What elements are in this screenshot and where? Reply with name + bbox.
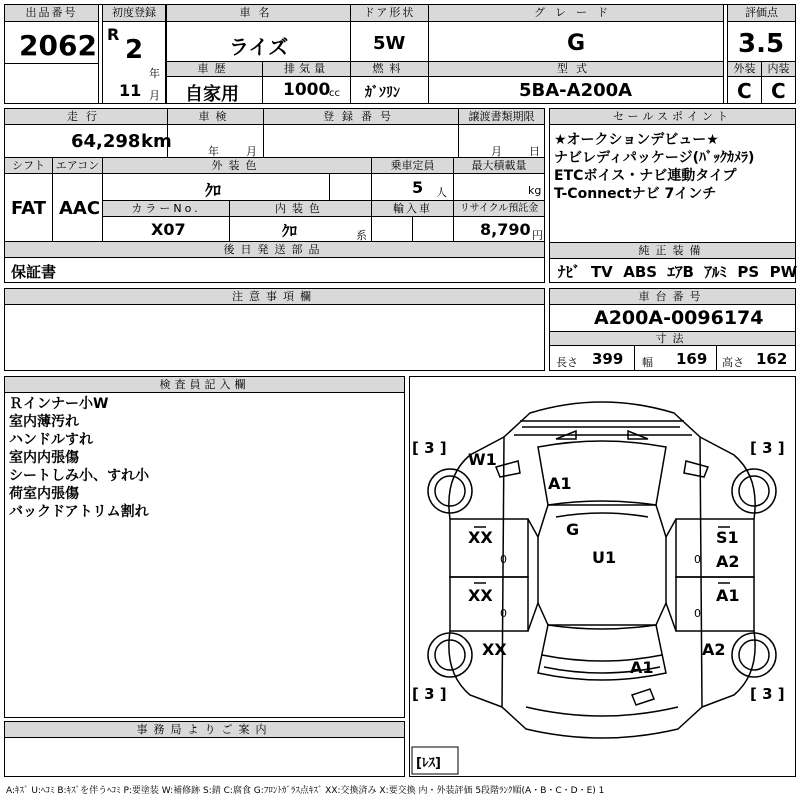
capacity-label: 乗車定員 [372,158,453,174]
mileage-label: 走行 [5,109,167,125]
capacity-unit: 人 [436,186,447,199]
list-item: ナビレディパッケージ(ﾊﾞｯｸｶﾒﾗ) [554,150,755,166]
list-item: ★オークションデビュー★ [554,132,719,148]
list-item: 室内内張傷 [9,450,79,466]
later-parts-value: 保証書 [11,263,57,281]
first-reg-box [102,4,166,104]
office-box [4,721,405,777]
damage-a1-rear-right: A1 [716,586,740,605]
max-load-unit: kg [528,184,542,197]
dims-height-value: 162 [756,350,788,368]
color-no-box [102,200,230,242]
damage-a2-quarter-right: A2 [702,640,726,659]
sales-points-list [554,131,754,203]
inspection-year-unit: 年 [208,145,219,158]
fuel-box [350,61,429,104]
score-box [727,4,796,62]
list-item: シートしみ小、すれ小 [9,468,149,484]
lot-box [4,4,99,104]
car-name-box [166,4,351,62]
legend: A:ｷｽﾞ U:ﾍｺﾐ B:ｷｽﾞを伴うﾍｺﾐ P:要塗装 W:補修跡 S:錆 C:腐食 G:ﾌﾛﾝﾄｶﾞﾗｽ点ｷｽﾞ XX:交換済み X:要交換 内・外装評価 5段階ﾗﾝｸ順(A・B・C・D・E) 1 [6,786,605,796]
sales-points-label: セールスポイント [550,109,795,125]
max-load-label: 最大積載量 [454,158,544,174]
int-color-unit: 系 [356,229,367,242]
damage-zero-1: 0 [500,553,507,566]
transfer-label: 譲渡書類期限 [459,109,544,125]
list-item: 荷室内張傷 [9,486,79,502]
dims-label: 寸法 [550,332,795,346]
import-box [371,200,454,242]
displacement-box [262,61,351,104]
inspection-box [167,108,264,158]
damage-a2-front-right: A2 [716,552,740,571]
door-label: ドア形状 [351,5,428,22]
capacity-box [371,157,454,201]
recycle-box [453,200,545,242]
ext-grade-value: C [737,79,752,103]
damage-u1: U1 [592,548,617,567]
first-reg-era: R [107,25,120,44]
tire-front-right: [ 3 ] [750,439,785,457]
inspection-month-unit: 月 [246,145,257,158]
damage-g: G [566,520,580,539]
model-box [428,61,724,104]
damage-xx-front-left: XX [468,528,493,547]
ext-color-box [102,157,372,201]
dims-width-label: 幅 [642,356,653,369]
shift-box [4,157,53,242]
tire-rear-right: [ 3 ] [750,685,785,703]
lot-label: 出品番号 [5,5,98,22]
chassis-box [549,288,796,332]
capacity-value: 5 [412,178,424,197]
ext-grade-label: 外装 [728,62,761,77]
car-diagram [409,376,796,777]
sales-points-box [549,108,796,243]
displacement-value: 1000 [283,80,331,100]
history-value: 自家用 [185,84,239,105]
list-item: ETCボイス・ナビ連動タイプ [554,168,737,184]
inspector-label: 検査員記入欄 [5,377,404,393]
score-value: 3.5 [738,29,785,59]
damage-a1-hood: A1 [548,474,572,493]
max-load-box [453,157,545,201]
car-outline [410,377,795,776]
mileage-value: 64,298 [71,131,141,152]
grade-box [428,4,724,62]
list-item: バックドアトリム割れ [9,504,149,520]
later-parts-label: 後日発送部品 [5,242,544,258]
car-name-value: ライズ [229,35,289,59]
transfer-month-unit: 月 [491,145,502,158]
first-reg-label: 初度登録 [103,5,165,22]
equipment-label: 純正装備 [550,243,795,259]
damage-w1: W1 [468,450,497,469]
tire-front-left: [ 3 ] [412,439,447,457]
equipment-box [549,242,796,283]
damage-zero-2: 0 [500,607,507,620]
transfer-day-unit: 日 [529,145,540,158]
equipment-value: ﾅﾋﾞ TV ABS ｴｱB ｱﾙﾐ PS PW [558,263,798,281]
recycle-value: 8,790 [480,220,531,239]
recycle-label: リサイクル預託金 [454,201,544,217]
ac-label: エアコン [53,158,102,174]
history-box [166,61,263,104]
damage-s1: S1 [716,528,739,547]
int-color-label: 内装色 [230,201,371,217]
score-label: 評価点 [728,5,795,22]
door-value: 5W [373,33,406,54]
int-grade-value: C [771,79,786,103]
first-reg-year: 2 [125,35,144,65]
notes-label: 注意事項欄 [5,289,544,305]
import-label: 輸入車 [372,201,453,217]
chassis-label: 車台番号 [550,289,795,305]
reg-no-label: 登録番号 [264,109,458,125]
first-reg-year-unit: 年 [149,67,160,80]
int-color-box [229,200,372,242]
dims-length-label: 長さ [556,356,578,369]
ac-box [52,157,103,242]
displacement-unit: cc [329,88,340,99]
notes-box [4,288,545,371]
list-item: T-Connectナビ 7インチ [554,186,717,202]
tire-rear-left: [ 3 ] [412,685,447,703]
inspector-box [4,376,405,718]
shift-label: シフト [5,158,52,174]
grade-value: G [567,31,586,56]
history-label: 車歴 [167,62,262,77]
dims-length-value: 399 [592,350,624,368]
list-item: 室内薄汚れ [9,414,79,430]
damage-xx-quarter-left: XX [482,640,507,659]
int-grade-box [761,61,796,104]
color-no-label: カラーNo. [103,201,229,217]
inspection-label: 車検 [168,109,263,125]
ac-value: AAC [59,198,101,219]
spare-tire: [ﾚｽ] [416,756,441,771]
fuel-value: ｶﾞｿﾘﾝ [365,85,400,101]
mileage-unit: km [141,131,172,152]
car-name-label: 車名 [167,5,350,22]
dims-height-label: 高さ [722,356,744,369]
inspector-list [9,395,149,521]
door-box [350,4,429,62]
model-label: 型式 [429,62,723,77]
chassis-value: A200A-0096174 [594,307,764,329]
damage-a1-rear: A1 [630,658,654,677]
damage-xx-rear-left: XX [468,586,493,605]
dims-width-value: 169 [676,350,708,368]
model-value: 5BA-A200A [519,80,633,101]
first-reg-month: 11 [119,81,142,100]
fuel-label: 燃料 [351,62,428,77]
color-no-value: X07 [151,220,186,239]
first-reg-month-unit: 月 [149,89,160,102]
recycle-unit: 円 [532,229,543,242]
displacement-label: 排気量 [263,62,350,77]
transfer-box [458,108,545,158]
ext-color-value: ｸﾛ [205,181,222,200]
grade-label: グレード [429,5,723,22]
dims-box [549,331,796,371]
reg-no-box [263,108,459,158]
lot-number: 2062 [19,29,97,62]
ext-color-label: 外装色 [103,158,371,174]
shift-value: FAT [11,198,47,219]
int-grade-label: 内装 [762,62,795,77]
later-parts-box [4,241,545,283]
list-item: ハンドルすれ [9,432,93,448]
int-color-value: ｸﾛ [282,222,298,240]
mileage-box [4,108,172,158]
damage-zero-3: 0 [694,553,701,566]
list-item: Ｒインナー小W [9,396,109,412]
office-label: 事務局よりご案内 [5,722,404,738]
ext-grade-box [727,61,762,104]
damage-zero-4: 0 [694,607,701,620]
